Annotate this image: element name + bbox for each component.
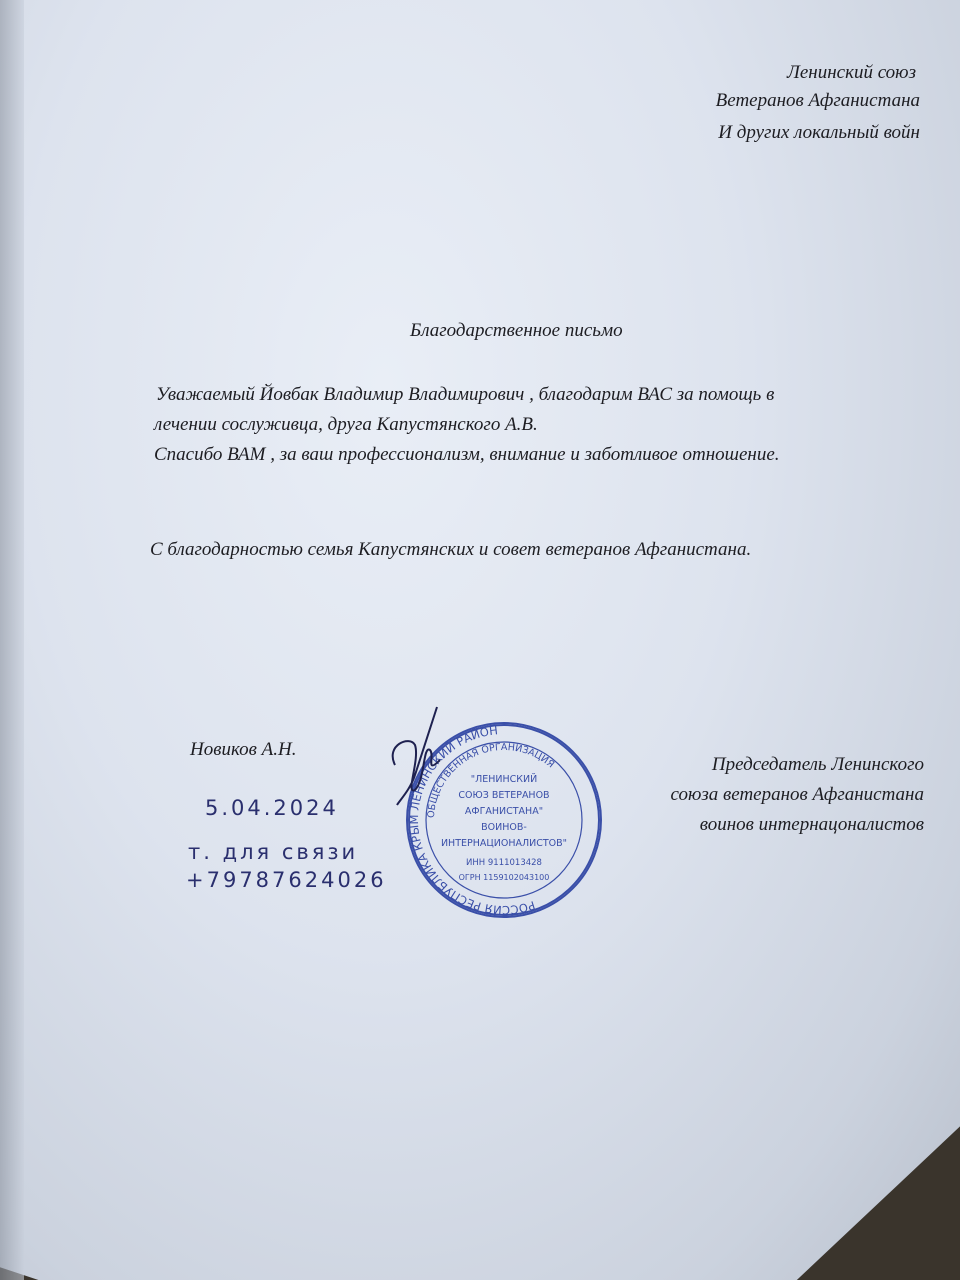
- letter-title: Благодарственное письмо: [410, 320, 623, 341]
- signatory-name: Новиков А.Н.: [190, 739, 297, 760]
- signatory-position-1: Председатель Ленинского: [711, 754, 924, 775]
- paper-edge-shadow: [0, 0, 24, 1280]
- stamp-inner-text: ОБЩЕСТВЕННАЯ ОРГАНИЗАЦИЯ: [425, 741, 557, 819]
- body-line-2: лечении сослуживца, друга Капустянского А.В.: [154, 414, 538, 435]
- header-line-1: Ленинский союз: [787, 62, 916, 83]
- stamp-center-line: АФГАНИСТАНА": [464, 806, 544, 817]
- stamp-center-line: СОЮЗ ВЕТЕРАНОВ: [458, 790, 550, 801]
- body-line-3: Спасибо ВАМ , за ваш профессионализм, внимание и заботливое отношение.: [154, 444, 780, 465]
- signatory-position-3: воинов интернацоналистов: [699, 814, 924, 835]
- stamp-center-line: ИНТЕРНАЦИОНАЛИСТОВ": [440, 838, 568, 849]
- stamp-outer-text: РОССИЯ РЕСПУБЛИКА КРЫМ ЛЕНИНСКИЙ РАЙОН: [406, 723, 537, 918]
- body-line-1: Уважаемый Йовбак Владимир Владимирович , благодарим ВАС за помощь в: [156, 384, 775, 405]
- handwritten-contact-label: т. для связи: [188, 840, 359, 864]
- stamp-center-line: "ЛЕНИНСКИЙ: [470, 774, 538, 785]
- header-line-3: И других локальный войн: [718, 122, 920, 143]
- handwritten-signature: [385, 705, 455, 815]
- header-line-2: Ветеранов Афганистана: [715, 90, 920, 111]
- signatory-position-2: союза ветеранов Афганистана: [670, 784, 924, 805]
- handwritten-date: 5.04.2024: [205, 796, 339, 820]
- stamp-inn: ИНН 9111013428: [466, 858, 542, 868]
- stamp-center-line: ВОИНОВ-: [481, 822, 527, 833]
- stamp-ogrn: ОГРН 1159102043100: [458, 873, 550, 882]
- closing-line: С благодарностью семья Капустянских и совет ветеранов Афганистана.: [150, 539, 752, 560]
- handwritten-phone: +79787624026: [186, 868, 387, 892]
